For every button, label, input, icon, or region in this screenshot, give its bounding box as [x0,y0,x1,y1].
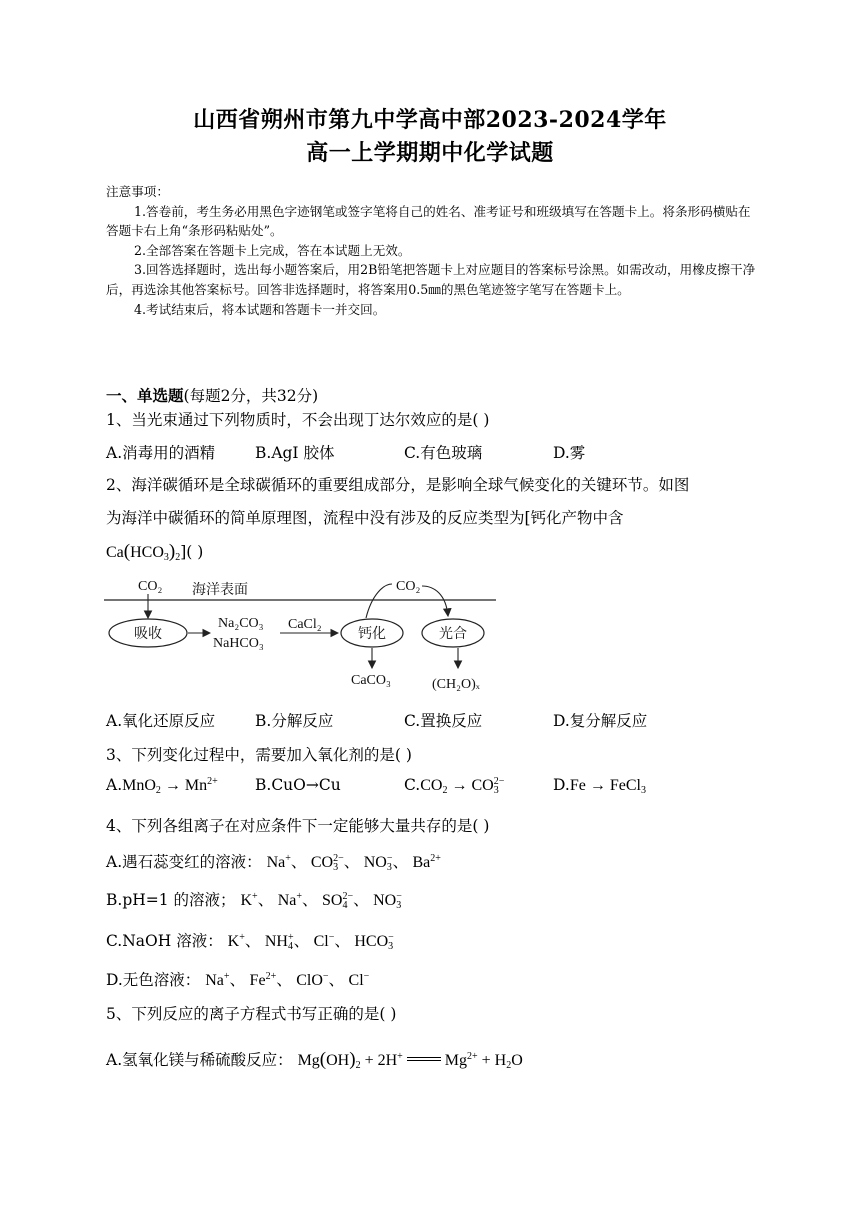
question-3-stem: 3、下列变化过程中，需要加入氧化剂的是( ) [106,746,412,764]
exam-title-line2: 高一上学期期中化学试题 [306,140,554,166]
exam-title-line1: 山西省朔州市第九中学高中部2023-2024学年 [193,107,667,133]
q1-option-d: D.雾 [553,444,586,462]
q3-option-a-label: A. [106,776,123,794]
na2co3-label: Na₂CO₃ [218,616,264,631]
notice-block [106,182,756,319]
question-4-stem: 4、下列各组离子在对应条件下一定能够大量共存的是( ) [106,817,490,835]
co2-release-arc [366,584,392,618]
q4-option-d-ions: Na+、 $Fe^{2+}$、 ClO−、 Cl− [205,971,370,989]
q3-option-a-formula: $MnO_2 \to Mn^{2+}$ [122,776,218,796]
co2-in-label: CO₂ [138,579,163,594]
q3-option-d-label: D. [553,776,570,794]
notice-item-3: 3.回答选择题时，选出每小题答案后，用2B铅笔把答题卡上对应题目的答案标号涂黑。如需改动，用橡皮擦干净后，再选涂其他答案标号。回答非选择题时，将答案用0.5㎜的黑色笔迹签字笔写在答题卡上。 [106,262,756,297]
q4-option-a [106,849,441,873]
photosynth-label: 光合 [439,627,467,642]
caco3-label: CaCO₃ [351,673,391,688]
q1-option-a: A.消毒用的酒精 [106,444,216,462]
q4-option-c-ions: K+、 $NH_4^+$、 Cl−、 $HCO_3^-$ [227,932,394,952]
co2-out-label: CO₂ [396,579,421,594]
notice-heading: 注意事项： [106,184,169,199]
q4-option-d-label: D.无色溶液： [106,971,201,989]
nahco3-label: NaHCO₃ [213,636,264,651]
section-heading [106,384,318,406]
notice-item-4: 4.考试结束后，将本试题和答题卡一并交回。 [134,301,386,317]
q2-stem-tail: ]( ) [180,543,204,561]
q4-option-b-label: B.pH=1 的溶液； [106,891,236,909]
q2-option-b: B.分解反应 [255,712,334,730]
q2-option-a: A.氧化还原反应 [106,712,216,730]
carbon-cycle-diagram [104,572,504,700]
q1-option-b: B.AgI 胶体 [255,444,335,462]
q3-option-c [404,776,504,796]
q4-option-c [106,928,394,952]
q3-option-d [553,776,646,796]
q4-option-b-ions: K+、 Na+、 $SO_4^{2-}$、 $NO_3^-$ [240,891,402,911]
q3-option-a [106,776,218,796]
q3-option-c-formula: $CO_2 \to CO_3^{2-}$ [420,776,505,796]
formula-ca-hco3-2: $Ca(HCO_3)_2$ [106,541,181,563]
q4-option-a-ions: Na+、 $CO_3^{2-}$、 $NO_3^-$、 $Ba^{2+}$ [266,853,441,873]
section-title: 一、单选题 [106,386,184,405]
q5-option-a-equation: $Mg(OH)_2 + 2H^+$ $Mg^{2+} + H_2O$ [297,1049,523,1071]
co2-uptake-arc [422,586,448,616]
question-2-stem-line2: 为海洋中碳循环的简单原理图，流程中没有涉及的反应类型为[钙化产物中含 [106,509,624,527]
q3-option-b: B.CuO→Cu [255,776,341,794]
q4-option-c-label: C.NaOH 溶液： [106,932,223,950]
q5-option-a [106,1048,523,1071]
sea-surface-label: 海洋表面 [192,583,248,598]
q1-option-c: C.有色玻璃 [404,444,483,462]
question-2-stem-line1: 2、海洋碳循环是全球碳循环的重要组成部分，是影响全球气候变化的关键环节。如图 [106,476,690,494]
cacl2-label: CaCl₂ [288,617,322,632]
notice-item-1: 1.答卷前，考生务必用黑色字迹钢笔或签字笔将自己的姓名、准考证号和班级填写在答题卡上。将条形码横贴在答题卡右上角“条形码粘贴处”。 [106,203,751,239]
question-5-stem: 5、下列反应的离子方程式书写正确的是( ) [106,1005,397,1023]
q5-option-a-label: A.氢氧化镁与稀硫酸反应： [106,1051,293,1069]
section-note: (每题2分，共32分) [183,387,319,405]
calcify-label: 钙化 [358,627,386,642]
q4-option-d [106,967,369,990]
question-2-stem-line3 [106,541,203,563]
question-1-stem: 1、当光束通过下列物质时，不会出现丁达尔效应的是( ) [106,411,490,429]
q3-option-c-label: C. [404,776,421,794]
q4-option-b [106,887,402,911]
q3-option-d-formula: Fe → FeCl$_3$ [569,777,646,796]
ch2o-label: (CH₂O)ₓ [432,677,480,692]
q2-option-d: D.复分解反应 [553,712,648,730]
q4-option-a-label: A.遇石蕊变红的溶液： [106,853,262,871]
notice-item-2: 2.全部答案在答题卡上完成，答在本试题上无效。 [134,242,411,258]
q2-option-c: C.置换反应 [404,712,483,730]
absorb-label: 吸收 [134,627,162,642]
